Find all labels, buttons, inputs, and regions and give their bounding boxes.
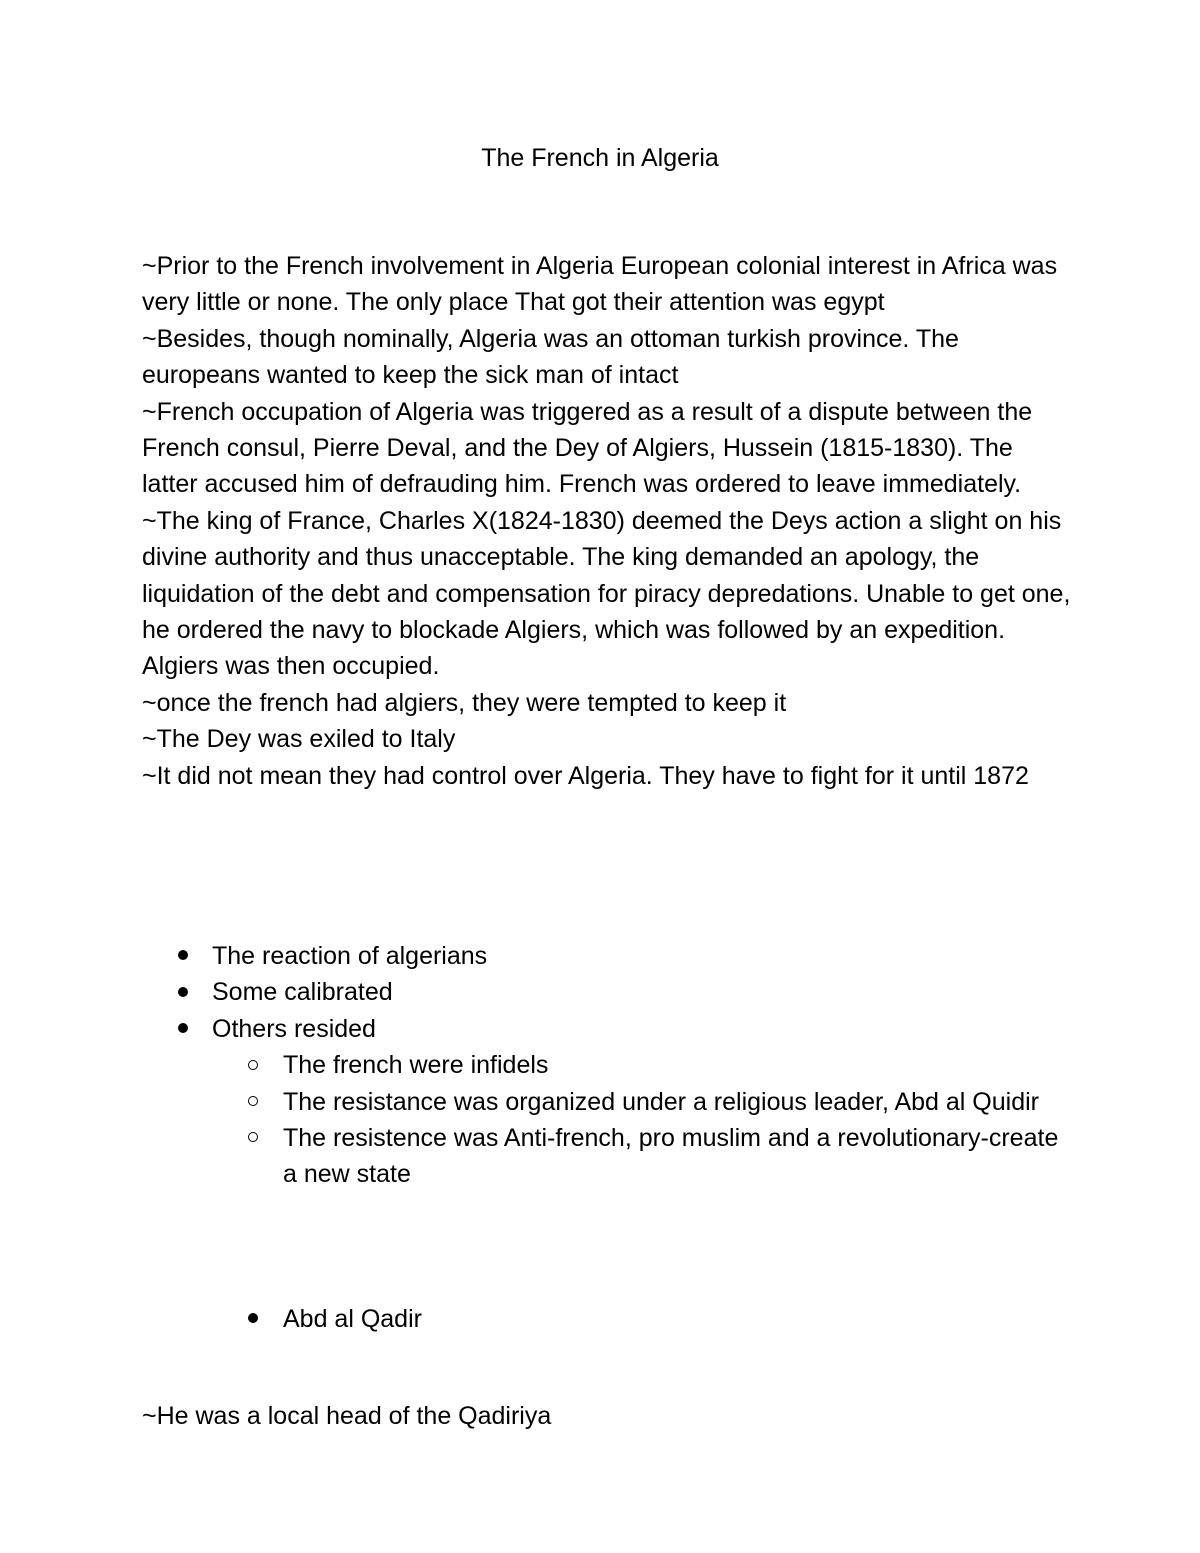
list-item-text: Abd al Qadir xyxy=(283,1305,422,1333)
list-item xyxy=(142,974,1072,1010)
sub-list-item xyxy=(142,1084,1072,1120)
paragraph-king-of-france: ~The king of France, Charles X(1824-1830) deemed the Deys action a slight on his divine authority and thus unacceptable. The king demanded an apology, the liquidation of the debt and compensation for piracy depredations. Unable to get one, he ordered the navy to blockade Algiers, which was followed by an expedition. Algiers was then occupied. xyxy=(142,506,1071,681)
bullet-icon xyxy=(248,1301,258,1337)
paragraph-prior-involvement: ~Prior to the French involvement in Algeria European colonial interest in Africa was very little or none. The only place That got their attention was egypt xyxy=(142,252,1058,317)
sub-list-item-text: The resistance was organized under a religious leader, Abd al Quidir xyxy=(283,1087,1039,1116)
paragraph-control-over-algeria: ~It did not mean they had control over Algeria. They have to fight for it until 1872 xyxy=(142,761,1029,790)
bullet-list xyxy=(142,938,1072,1193)
hollow-bullet-icon xyxy=(248,1120,258,1156)
closing-paragraph: ~He was a local head of the Qadiriya xyxy=(142,1402,552,1430)
document-body xyxy=(142,248,1072,794)
paragraph-tempted-to-keep: ~once the french had algiers, they were tempted to keep it xyxy=(142,688,787,717)
list-item-text: Some calibrated xyxy=(212,978,393,1007)
document-title: The French in Algeria xyxy=(481,144,719,172)
hollow-bullet-icon xyxy=(248,1047,258,1083)
list-item-text: The reaction of algerians xyxy=(212,942,488,970)
list-item xyxy=(142,938,1072,974)
sub-list-item xyxy=(142,1120,1072,1193)
nested-bullet xyxy=(142,1301,1072,1337)
list-item xyxy=(142,1011,1072,1047)
list-item-text: Others resided xyxy=(212,1014,376,1043)
sub-list-item xyxy=(142,1047,1072,1083)
bullet-icon xyxy=(178,974,188,1010)
sub-list-item-text: The french were infidels xyxy=(283,1051,549,1080)
list-item xyxy=(142,1301,1072,1337)
sub-list-item-text: The resistence was Anti-french, pro muslim and a revolutionary-create a new state xyxy=(283,1124,1059,1189)
paragraph-dey-exiled: ~The Dey was exiled to Italy xyxy=(142,725,456,754)
hollow-bullet-icon xyxy=(248,1084,258,1120)
paragraph-ottoman-province: ~Besides, though nominally, Algeria was an ottoman turkish province. The europeans wanted to keep the sick man of intact xyxy=(142,324,959,390)
paragraph-french-occupation: ~French occupation of Algeria was triggered as a result of a dispute between the French consul, Pierre Deval, and the Dey of Algiers, Hussein (1815-1830). The latter accused him of defrauding him. French was ordered to leave immediately. xyxy=(142,397,1033,499)
bullet-icon xyxy=(178,938,188,974)
bullet-icon xyxy=(178,1011,188,1047)
